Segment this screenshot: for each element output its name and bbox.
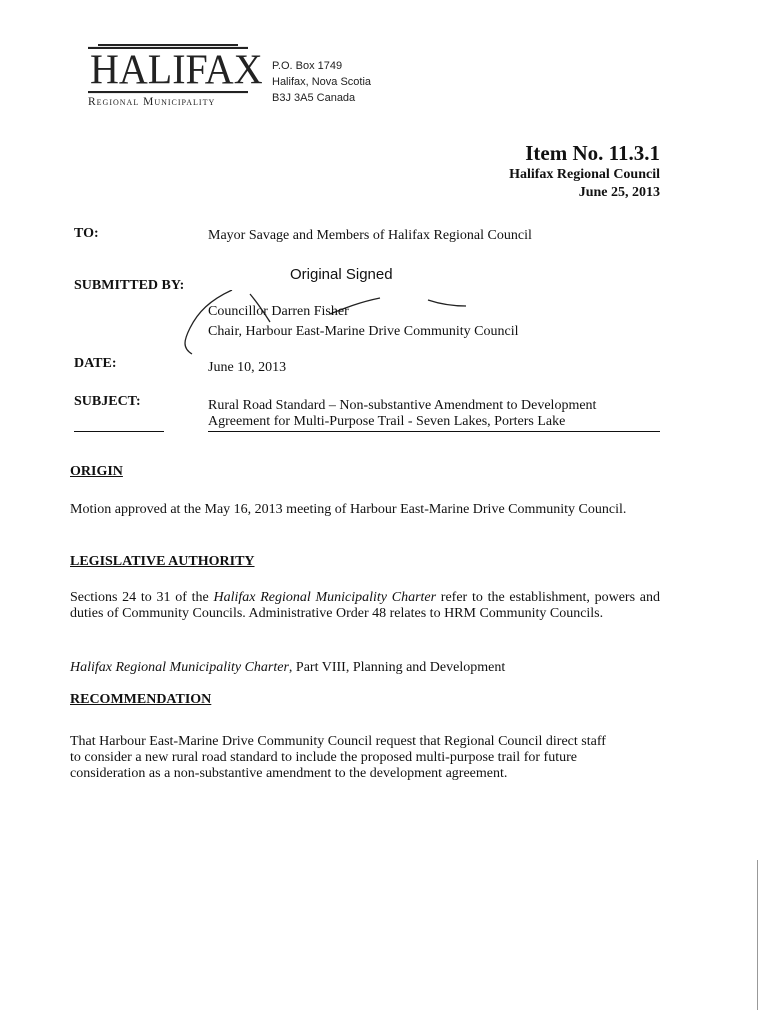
- legislative-text: [70, 590, 660, 622]
- origin-heading: ORIGIN: [70, 464, 123, 479]
- charter-ref-rest: , Part VIII, Planning and Development: [288, 660, 506, 675]
- submitter-name: Councillor Darren Fisher: [208, 304, 349, 319]
- address-line-1: P.O. Box 1749: [272, 60, 343, 72]
- submitted-by-label: SUBMITTED BY:: [74, 278, 185, 293]
- item-date: June 25, 2013: [578, 185, 660, 200]
- mailing-address: [272, 58, 371, 106]
- recommendation-line-2: to consider a new rural road standard to include the proposed multi-purpose trail for future: [70, 750, 577, 765]
- submitter-title: Chair, Harbour East-Marine Drive Community Council: [208, 324, 519, 339]
- subject-line-1: Rural Road Standard – Non-substantive Amendment to Development: [208, 398, 597, 413]
- charter-reference: [70, 660, 660, 676]
- origin-text: Motion approved at the May 16, 2013 meeting of Harbour East-Marine Drive Community Council.: [70, 502, 627, 517]
- original-signed: Original Signed: [290, 266, 393, 283]
- legislative-post: refer to the establishment, powers and duties of Community Councils. Administrative Order 48 relates to HRM Community Councils.: [70, 590, 660, 621]
- item-council: Halifax Regional Council: [509, 167, 660, 182]
- item-number: Item No. 11.3.1: [525, 141, 660, 165]
- date-label: DATE:: [74, 356, 117, 371]
- recommendation-line-3: consideration as a non-substantive amendment to the development agreement.: [70, 766, 508, 781]
- date-value: June 10, 2013: [208, 360, 287, 375]
- to-label: TO:: [74, 226, 99, 241]
- subject-line-2: Agreement for Multi-Purpose Trail - Seven Lakes, Porters Lake: [208, 414, 566, 429]
- subject-rule-right: [208, 431, 660, 432]
- item-block: [509, 140, 660, 202]
- legislative-charter: Halifax Regional Municipality Charter: [213, 590, 437, 605]
- recommendation-text: [70, 734, 660, 782]
- logo-subtitle: Regional Municipality: [88, 96, 216, 108]
- to-value: Mayor Savage and Members of Halifax Regional Council: [208, 228, 532, 243]
- halifax-logo: [88, 44, 263, 108]
- scan-edge-line: [757, 860, 758, 1010]
- recommendation-heading: RECOMMENDATION: [70, 692, 212, 707]
- legislative-pre: Sections 24 to 31 of the: [70, 590, 214, 605]
- subject-label: SUBJECT:: [74, 394, 141, 409]
- charter-ref-title: Halifax Regional Municipality Charter: [70, 660, 289, 675]
- legislative-heading: LEGISLATIVE AUTHORITY: [70, 554, 255, 569]
- address-line-2: Halifax, Nova Scotia: [272, 76, 372, 88]
- address-line-3: B3J 3A5 Canada: [272, 92, 356, 104]
- logo-word: HALIFAX: [90, 45, 263, 94]
- subject-rule-left: [74, 431, 164, 432]
- recommendation-line-1: That Harbour East-Marine Drive Community Council request that Regional Council direct staff: [70, 734, 606, 749]
